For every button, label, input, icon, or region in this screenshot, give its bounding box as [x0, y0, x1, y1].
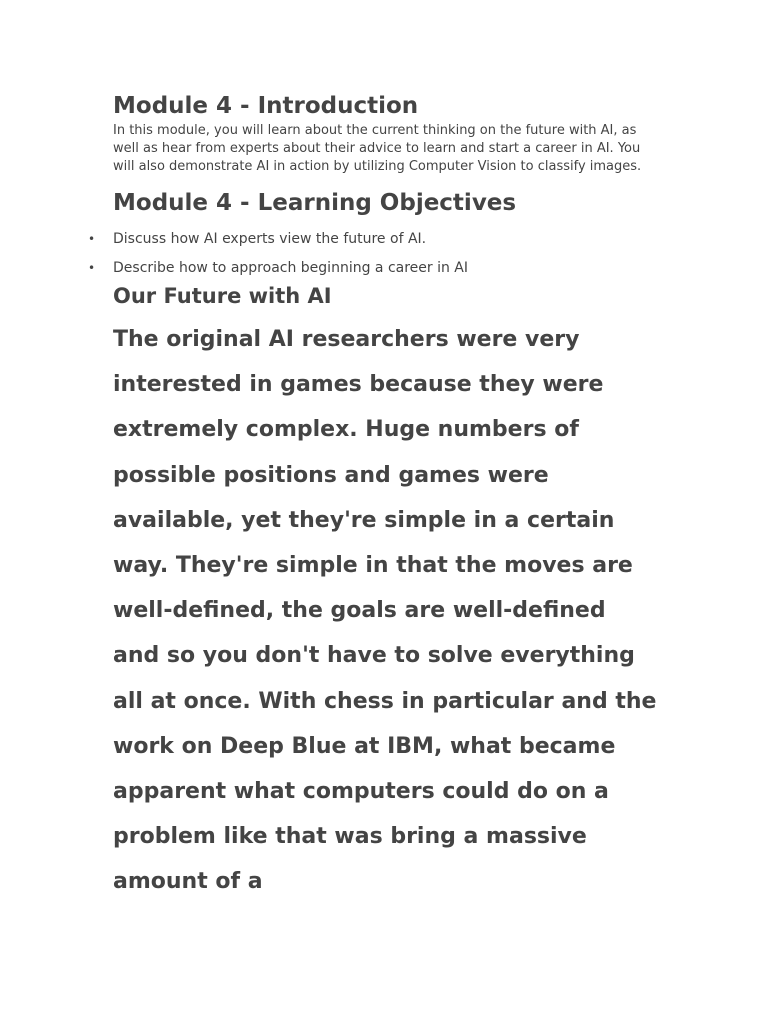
bullet-icon: •	[88, 261, 96, 275]
section-body: The original AI researchers were very interested in games because they were extremely complex. Huge numbers of possible positions and games were available, yet they're simple in a certain way. They're simple in that the moves are well-defined, the goals are well-defined and so you don't have to solve everything all at once. With chess in particular and the work on Deep Blue at IBM, what became apparent what computers could do on a problem like that was bring a massive amount of a	[113, 327, 657, 895]
intro-paragraph: In this module, you will learn about the current thinking on the future with AI, as well as hear from experts about their advice to learn and start a career in AI. You will also demonstrate AI in action by utilizing Computer Vision to classify images.	[113, 123, 642, 174]
objectives-list	[88, 229, 658, 278]
section-heading: Our Future with AI	[113, 284, 332, 308]
document-page	[88, 90, 658, 905]
list-item	[88, 229, 658, 249]
bullet-icon: •	[88, 232, 96, 246]
list-item	[88, 258, 658, 278]
intro-heading: Module 4 - Introduction	[113, 93, 419, 119]
list-item-text: Discuss how AI experts view the future of AI.	[113, 231, 427, 247]
list-item-text: Describe how to approach beginning a career in AI	[113, 260, 469, 276]
objectives-heading: Module 4 - Learning Objectives	[113, 190, 517, 216]
